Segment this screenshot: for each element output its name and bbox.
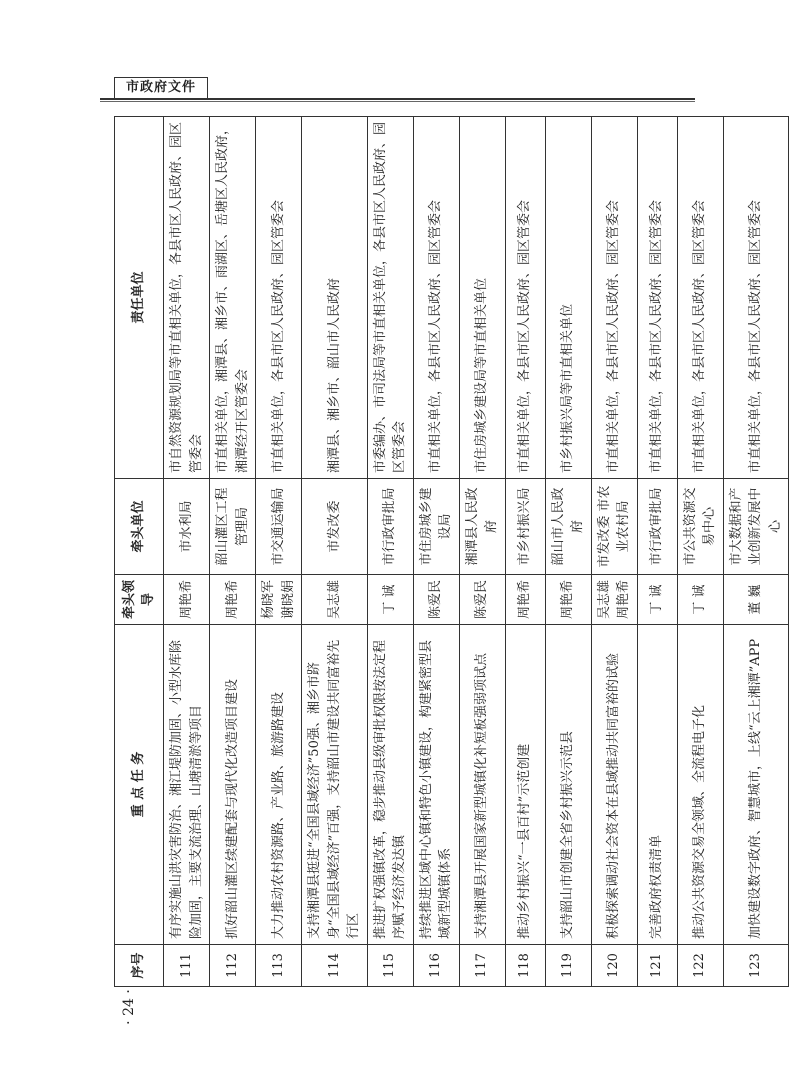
row-responsible: 市乡村振兴局等市直相关单位	[545, 117, 591, 479]
row-task: 有序实施山洪灾害防治、湘江堤防加固、小型水库除险加固，主要支流治理、山塘清淤等项目	[164, 625, 210, 945]
row-leader: 周艳希	[505, 575, 545, 625]
row-task: 完善政府权责清单	[637, 625, 677, 945]
row-leader: 吴志雄	[302, 575, 368, 625]
row-leader: 周艳希	[545, 575, 591, 625]
table-row	[413, 117, 459, 987]
row-lead-unit: 市交通运输局	[256, 479, 302, 575]
row-responsible: 市住房城乡建设局等市直相关单位	[459, 117, 505, 479]
table-row	[723, 117, 789, 987]
row-leader: 周艳希	[210, 575, 256, 625]
row-number: 115	[367, 945, 413, 987]
row-responsible: 市直相关单位，各县市区人民政府、园区管委会	[413, 117, 459, 479]
row-lead-unit: 市行政审批局	[637, 479, 677, 575]
row-responsible: 湘潭县、湘乡市、韶山市人民政府	[302, 117, 368, 479]
rotated-table-container	[114, 117, 783, 987]
row-number: 116	[413, 945, 459, 987]
table-header-row	[115, 117, 164, 987]
row-number: 117	[459, 945, 505, 987]
header-rule-thin	[100, 101, 695, 102]
row-task: 支持韶山市创建全省乡村振兴示范县	[545, 625, 591, 945]
row-lead-unit: 韶山市人民政府	[545, 479, 591, 575]
table-row	[164, 117, 210, 987]
row-task: 支持湘潭县挺进“全国县域经济”50强、湘乡市跻身“全国县域经济”百强，支持韶山市建设共同富裕先行区	[302, 625, 368, 945]
page-number	[104, 989, 154, 1025]
row-number: 118	[505, 945, 545, 987]
row-responsible: 市直相关单位，各县市区人民政府、园区管委会	[723, 117, 789, 479]
row-leader: 周艳希	[164, 575, 210, 625]
table-row	[505, 117, 545, 987]
row-leader: 丁 诚	[677, 575, 723, 625]
row-leader: 丁 诚	[367, 575, 413, 625]
row-leader: 丁 诚	[637, 575, 677, 625]
row-task: 推动公共资源交易全领域、全流程电子化	[677, 625, 723, 945]
row-number: 119	[545, 945, 591, 987]
row-responsible: 市直相关单位，各县市区人民政府、园区管委会	[505, 117, 545, 479]
row-responsible: 市直相关单位，各县市区人民政府、园区管委会	[637, 117, 677, 479]
header-badge: 市政府文件	[114, 77, 208, 99]
row-responsible: 市直相关单位，各县市区人民政府、园区管委会	[677, 117, 723, 479]
row-task: 加快建设数字政府、智慧城市，上线“云上湘潭”APP	[723, 625, 789, 945]
col-header-lead-unit: 牵头单位	[115, 479, 164, 575]
row-lead-unit: 市大数据和产业创新发展中心	[723, 479, 789, 575]
row-lead-unit: 市住房城乡建设局	[413, 479, 459, 575]
row-lead-unit: 市乡村振兴局	[505, 479, 545, 575]
row-responsible: 市直相关单位，各县市区人民政府、园区管委会	[256, 117, 302, 479]
row-number: 114	[302, 945, 368, 987]
table-row	[367, 117, 413, 987]
key-tasks-table	[114, 116, 789, 987]
table-row	[459, 117, 505, 987]
row-task: 积极探索调动社会资本在县域推动共同富裕的试验	[591, 625, 637, 945]
table-row	[677, 117, 723, 987]
row-number: 113	[256, 945, 302, 987]
row-responsible: 市委编办、市司法局等市直相关单位，各县市区人民政府、园区管委会	[367, 117, 413, 479]
row-number: 123	[723, 945, 789, 987]
row-number: 120	[591, 945, 637, 987]
col-header-no: 序号	[115, 945, 164, 987]
table-row	[210, 117, 256, 987]
row-number: 121	[637, 945, 677, 987]
row-leader: 陈爱民	[459, 575, 505, 625]
row-leader: 董 巍	[723, 575, 789, 625]
col-header-leader: 牵头领导	[115, 575, 164, 625]
row-lead-unit: 韶山灌区工程管理局	[210, 479, 256, 575]
table-row	[591, 117, 637, 987]
row-lead-unit: 湘潭县人民政府	[459, 479, 505, 575]
row-leader: 杨晓军 谢晓娟	[256, 575, 302, 625]
col-header-responsible: 责任单位	[115, 117, 164, 479]
row-number: 112	[210, 945, 256, 987]
row-leader: 陈爱民	[413, 575, 459, 625]
row-lead-unit: 市公共资源交易中心	[677, 479, 723, 575]
row-number: 122	[677, 945, 723, 987]
row-lead-unit: 市发改委 市农业农村局	[591, 479, 637, 575]
row-responsible: 市直相关单位，湘潭县、湘乡市、雨湖区、岳塘区人民政府，湘潭经开区管委会	[210, 117, 256, 479]
table-row	[545, 117, 591, 987]
row-task: 支持湘潭县开展国家新型城镇化补短板强弱项试点	[459, 625, 505, 945]
row-task: 推进扩权强镇改革，稳步推动县级审批权限按法定程序赋予经济发达镇	[367, 625, 413, 945]
row-leader: 吴志雄 周艳希	[591, 575, 637, 625]
row-task: 大力推动农村资源路、产业路、旅游路建设	[256, 625, 302, 945]
page-number-text: · 24 ·	[121, 989, 137, 1025]
row-lead-unit: 市水利局	[164, 479, 210, 575]
row-task: 持续推进区域中心镇和特色小镇建设，构建紧密型县域新型城镇体系	[413, 625, 459, 945]
header-rule	[100, 98, 695, 100]
row-task: 推动乡村振兴“一县百村”示范创建	[505, 625, 545, 945]
row-responsible: 市直相关单位，各县市区人民政府、园区管委会	[591, 117, 637, 479]
row-lead-unit: 市行政审批局	[367, 479, 413, 575]
row-task: 抓好韶山灌区续建配套与现代化改造项目建设	[210, 625, 256, 945]
row-lead-unit: 市发改委	[302, 479, 368, 575]
row-number: 111	[164, 945, 210, 987]
row-responsible: 市自然资源规划局等市直相关单位，各县市区人民政府、园区管委会	[164, 117, 210, 479]
col-header-task: 重 点 任 务	[115, 625, 164, 945]
table-row	[637, 117, 677, 987]
table-row	[256, 117, 302, 987]
table-row	[302, 117, 368, 987]
